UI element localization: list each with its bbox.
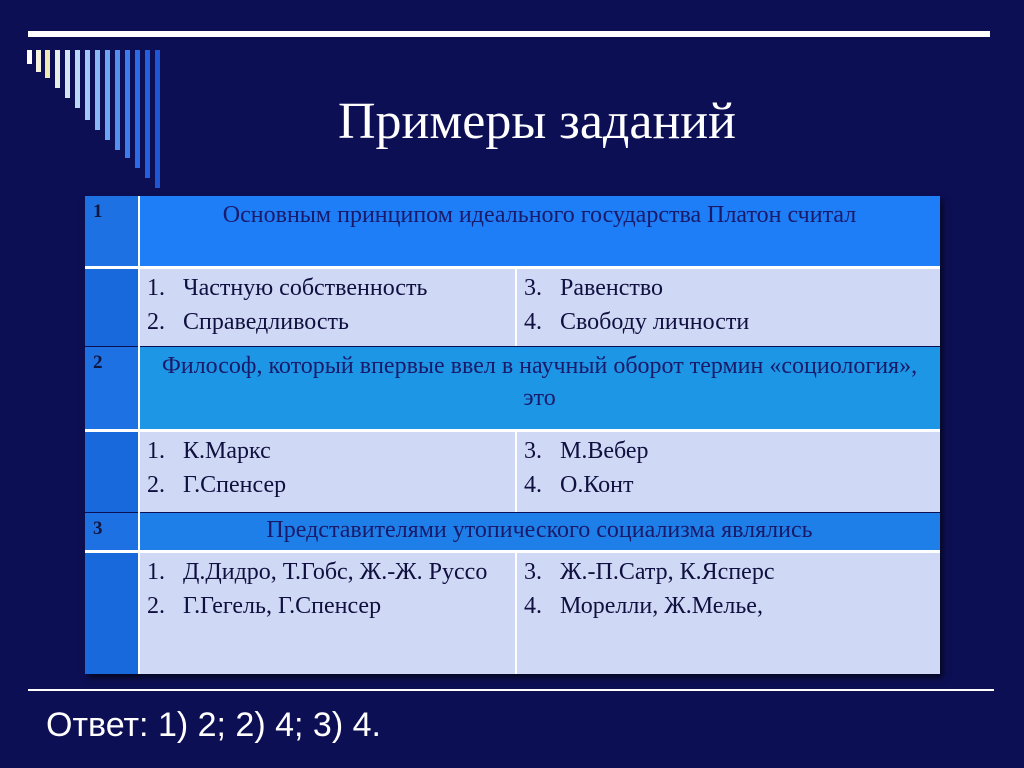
- option-item: [524, 468, 932, 502]
- task-3-options-right: [516, 553, 940, 674]
- bottom-rule: [28, 689, 994, 691]
- stripe: [145, 50, 150, 178]
- task-2-options-right: [516, 432, 940, 512]
- option-number: 4.: [524, 593, 542, 619]
- option-item: [524, 589, 932, 623]
- option-text: Свободу личности: [560, 309, 750, 335]
- option-item: [524, 555, 932, 589]
- option-item: [524, 271, 932, 305]
- option-item: [147, 271, 508, 305]
- option-text: Равенство: [560, 275, 663, 301]
- stripe: [55, 50, 60, 88]
- column-divider: [515, 432, 517, 512]
- answer-text: Ответ: 1) 2; 2) 4; 3) 4.: [46, 706, 381, 744]
- option-item: [147, 434, 508, 468]
- option-text: Морелли, Ж.Мелье,: [560, 593, 763, 619]
- option-number: 4.: [524, 309, 542, 335]
- tasks-table: [85, 196, 940, 674]
- stripe: [27, 50, 32, 64]
- task-2-number: 2: [85, 347, 139, 430]
- option-text: Г.Спенсер: [183, 472, 287, 498]
- option-item: [147, 555, 508, 589]
- option-item: [524, 434, 932, 468]
- decorative-stripes: [0, 0, 200, 200]
- option-number: 4.: [524, 472, 542, 498]
- option-text: О.Конт: [560, 472, 634, 498]
- task-2-question: Философ, который впервые ввел в научный оборот термин «социология», это: [139, 347, 940, 430]
- stripe: [75, 50, 80, 108]
- task-3-number-blank: [85, 553, 139, 674]
- task-3-question: Представителями утопического социализма являлись: [139, 513, 940, 550]
- task-2-number-blank: [85, 432, 139, 512]
- stripe: [135, 50, 140, 168]
- slide-title: Примеры заданий: [338, 93, 736, 150]
- stripe: [36, 50, 41, 72]
- task-1-options-left: [139, 269, 516, 346]
- option-item: [147, 468, 508, 502]
- option-text: Ж.-П.Сатр, К.Ясперс: [560, 559, 775, 585]
- task-2-question-row: [85, 347, 940, 430]
- option-item: [147, 305, 508, 339]
- option-item: [147, 589, 508, 623]
- option-number: 3.: [524, 559, 542, 585]
- option-number: 2.: [147, 593, 165, 619]
- task-1-number-blank: [85, 269, 139, 346]
- option-number: 2.: [147, 472, 165, 498]
- stripe: [45, 50, 50, 78]
- option-text: Частную собственность: [183, 275, 428, 301]
- option-text: Г.Гегель, Г.Спенсер: [183, 593, 382, 619]
- option-text: Справедливость: [183, 309, 349, 335]
- option-number: 1.: [147, 559, 165, 585]
- task-1-number: 1: [85, 196, 139, 267]
- option-text: М.Вебер: [560, 438, 649, 464]
- task-3-options-row: [85, 553, 940, 674]
- task-2-options-row: [85, 432, 940, 512]
- task-3-number: 3: [85, 513, 139, 550]
- task-2-options-left: [139, 432, 516, 512]
- option-number: 3.: [524, 275, 542, 301]
- stripe: [105, 50, 110, 140]
- stripe: [125, 50, 130, 158]
- column-divider: [515, 269, 517, 346]
- option-text: К.Маркс: [183, 438, 271, 464]
- column-divider: [515, 553, 517, 674]
- stripe: [85, 50, 90, 120]
- stripe: [95, 50, 100, 130]
- option-item: [524, 305, 932, 339]
- option-number: 1.: [147, 438, 165, 464]
- number-column-divider: [138, 196, 140, 674]
- option-number: 3.: [524, 438, 542, 464]
- stripe: [65, 50, 70, 98]
- task-1-question-row: [85, 196, 940, 267]
- option-text: Д.Дидро, Т.Гобс, Ж.-Ж. Руссо: [183, 559, 488, 585]
- task-1-options-row: [85, 269, 940, 346]
- stripe: [115, 50, 120, 150]
- task-1-question: Основным принципом идеального государства Платон считал: [139, 196, 940, 267]
- option-number: 2.: [147, 309, 165, 335]
- stripe: [155, 50, 160, 188]
- task-3-question-row: [85, 513, 940, 550]
- task-1-options-right: [516, 269, 940, 346]
- task-3-options-left: [139, 553, 516, 674]
- option-number: 1.: [147, 275, 165, 301]
